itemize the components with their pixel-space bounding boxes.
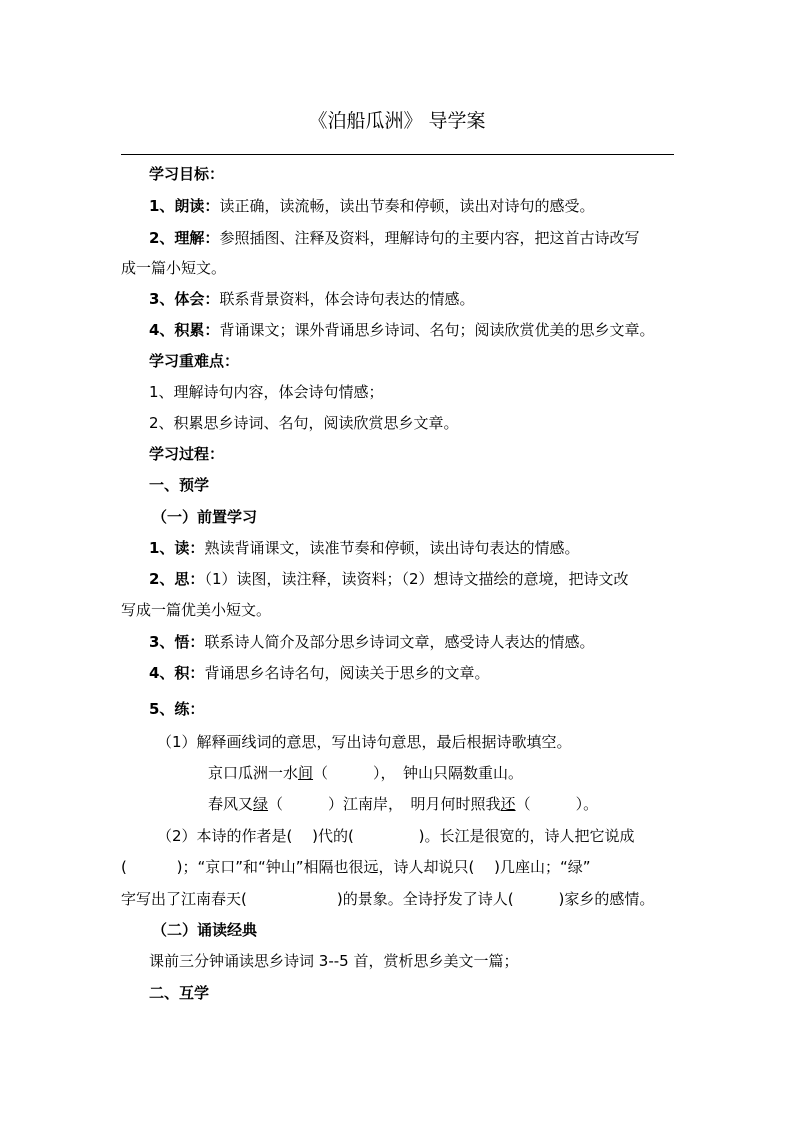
key-points-heading: 学习重难点：	[149, 352, 240, 370]
poem-text: 京口瓜洲一水	[208, 764, 299, 782]
recite-text: 课前三分钟诵读思乡诗词 3--5 首，赏析思乡美文一篇；	[149, 952, 519, 970]
underlined-word: 还	[500, 795, 516, 813]
goal-label: 3、体会：	[149, 290, 220, 308]
step-2-cont: 写成一篇优美小短文。	[121, 601, 272, 619]
step-label: 3、悟：	[149, 633, 205, 651]
step-label: 1、读：	[149, 539, 205, 557]
step-text: 背诵思乡名诗名句，阅读关于思乡的文章。	[204, 664, 490, 682]
goal-text: 读正确，读流畅，读出节奏和停顿，读出对诗句的感受。	[219, 197, 595, 215]
page-title: 《泊船瓜洲》 导学案	[308, 110, 486, 132]
goal-item-2	[149, 228, 709, 248]
goal-item-3	[149, 289, 709, 309]
step-1	[149, 538, 709, 558]
section-mutual-study: 二、互学	[149, 984, 210, 1002]
step-2	[149, 569, 709, 589]
goal-text: 背诵课文；课外背诵思乡诗词、名句；阅读欣赏优美的思乡文章。	[219, 321, 655, 339]
step-4	[149, 663, 709, 683]
title-divider	[121, 154, 674, 155]
goal-text: 参照插图、注释及资料，理解诗句的主要内容，把这首古诗改写	[219, 229, 640, 247]
poem-line-2	[208, 794, 768, 814]
poem-text: （ ）， 钟山只隔数重山。	[313, 764, 524, 782]
step-text: 熟读背诵课文，读准节奏和停顿，读出诗句表达的情感。	[204, 539, 580, 557]
subsection-pre-study: （一）前置学习	[152, 508, 258, 526]
underlined-word: 绿	[253, 795, 269, 813]
step-5	[149, 699, 709, 719]
step-label: 4、积：	[149, 664, 205, 682]
process-heading: 学习过程：	[149, 445, 225, 463]
goals-heading: 学习目标：	[149, 165, 225, 183]
goal-label: 1、朗读：	[149, 197, 220, 215]
section-preview: 一、预学	[149, 476, 210, 494]
poem-text: （ ）江南岸， 明月何时照我	[268, 795, 501, 813]
exercise-2-line-2: ( )；“京口”和“钟山”相隔也很远，诗人却说只( )几座山；“绿”	[121, 858, 591, 876]
poem-text: 春风又	[208, 795, 254, 813]
key-point-1: 1、理解诗句内容，体会诗句情感；	[149, 383, 384, 401]
goal-item-4	[149, 320, 709, 340]
underlined-word: 间	[298, 764, 314, 782]
step-label: 5、练：	[149, 700, 205, 718]
poem-text: （ ）。	[515, 795, 599, 813]
goal-label: 4、积累：	[149, 321, 220, 339]
poem-line-1	[208, 763, 768, 783]
step-label: 2、思：	[149, 570, 205, 588]
goal-label: 2、理解：	[149, 229, 220, 247]
subsection-recite: （二）诵读经典	[152, 921, 258, 939]
step-3	[149, 632, 709, 652]
goal-text: 联系背景资料，体会诗句表达的情感。	[219, 290, 475, 308]
key-point-2: 2、积累思乡诗词、名句，阅读欣赏思乡文章。	[149, 414, 459, 432]
exercise-2-line-3: 字写出了江南春天( )的景象。全诗抒发了诗人( )家乡的感情。	[121, 890, 655, 908]
exercise-1: （1）解释画线词的意思，写出诗句意思，最后根据诗歌填空。	[157, 733, 572, 751]
step-text: （1）读图，读注释，读资料；（2）想诗文描绘的意境，把诗文改	[204, 570, 629, 588]
goal-item-2-cont: 成一篇小短文。	[121, 259, 227, 277]
goal-item-1	[149, 196, 709, 216]
step-text: 联系诗人简介及部分思乡诗词文章，感受诗人表达的情感。	[204, 633, 595, 651]
exercise-2-line-1: （2）本诗的作者是( )代的( )。长江是很宽的，诗人把它说成	[157, 827, 635, 845]
